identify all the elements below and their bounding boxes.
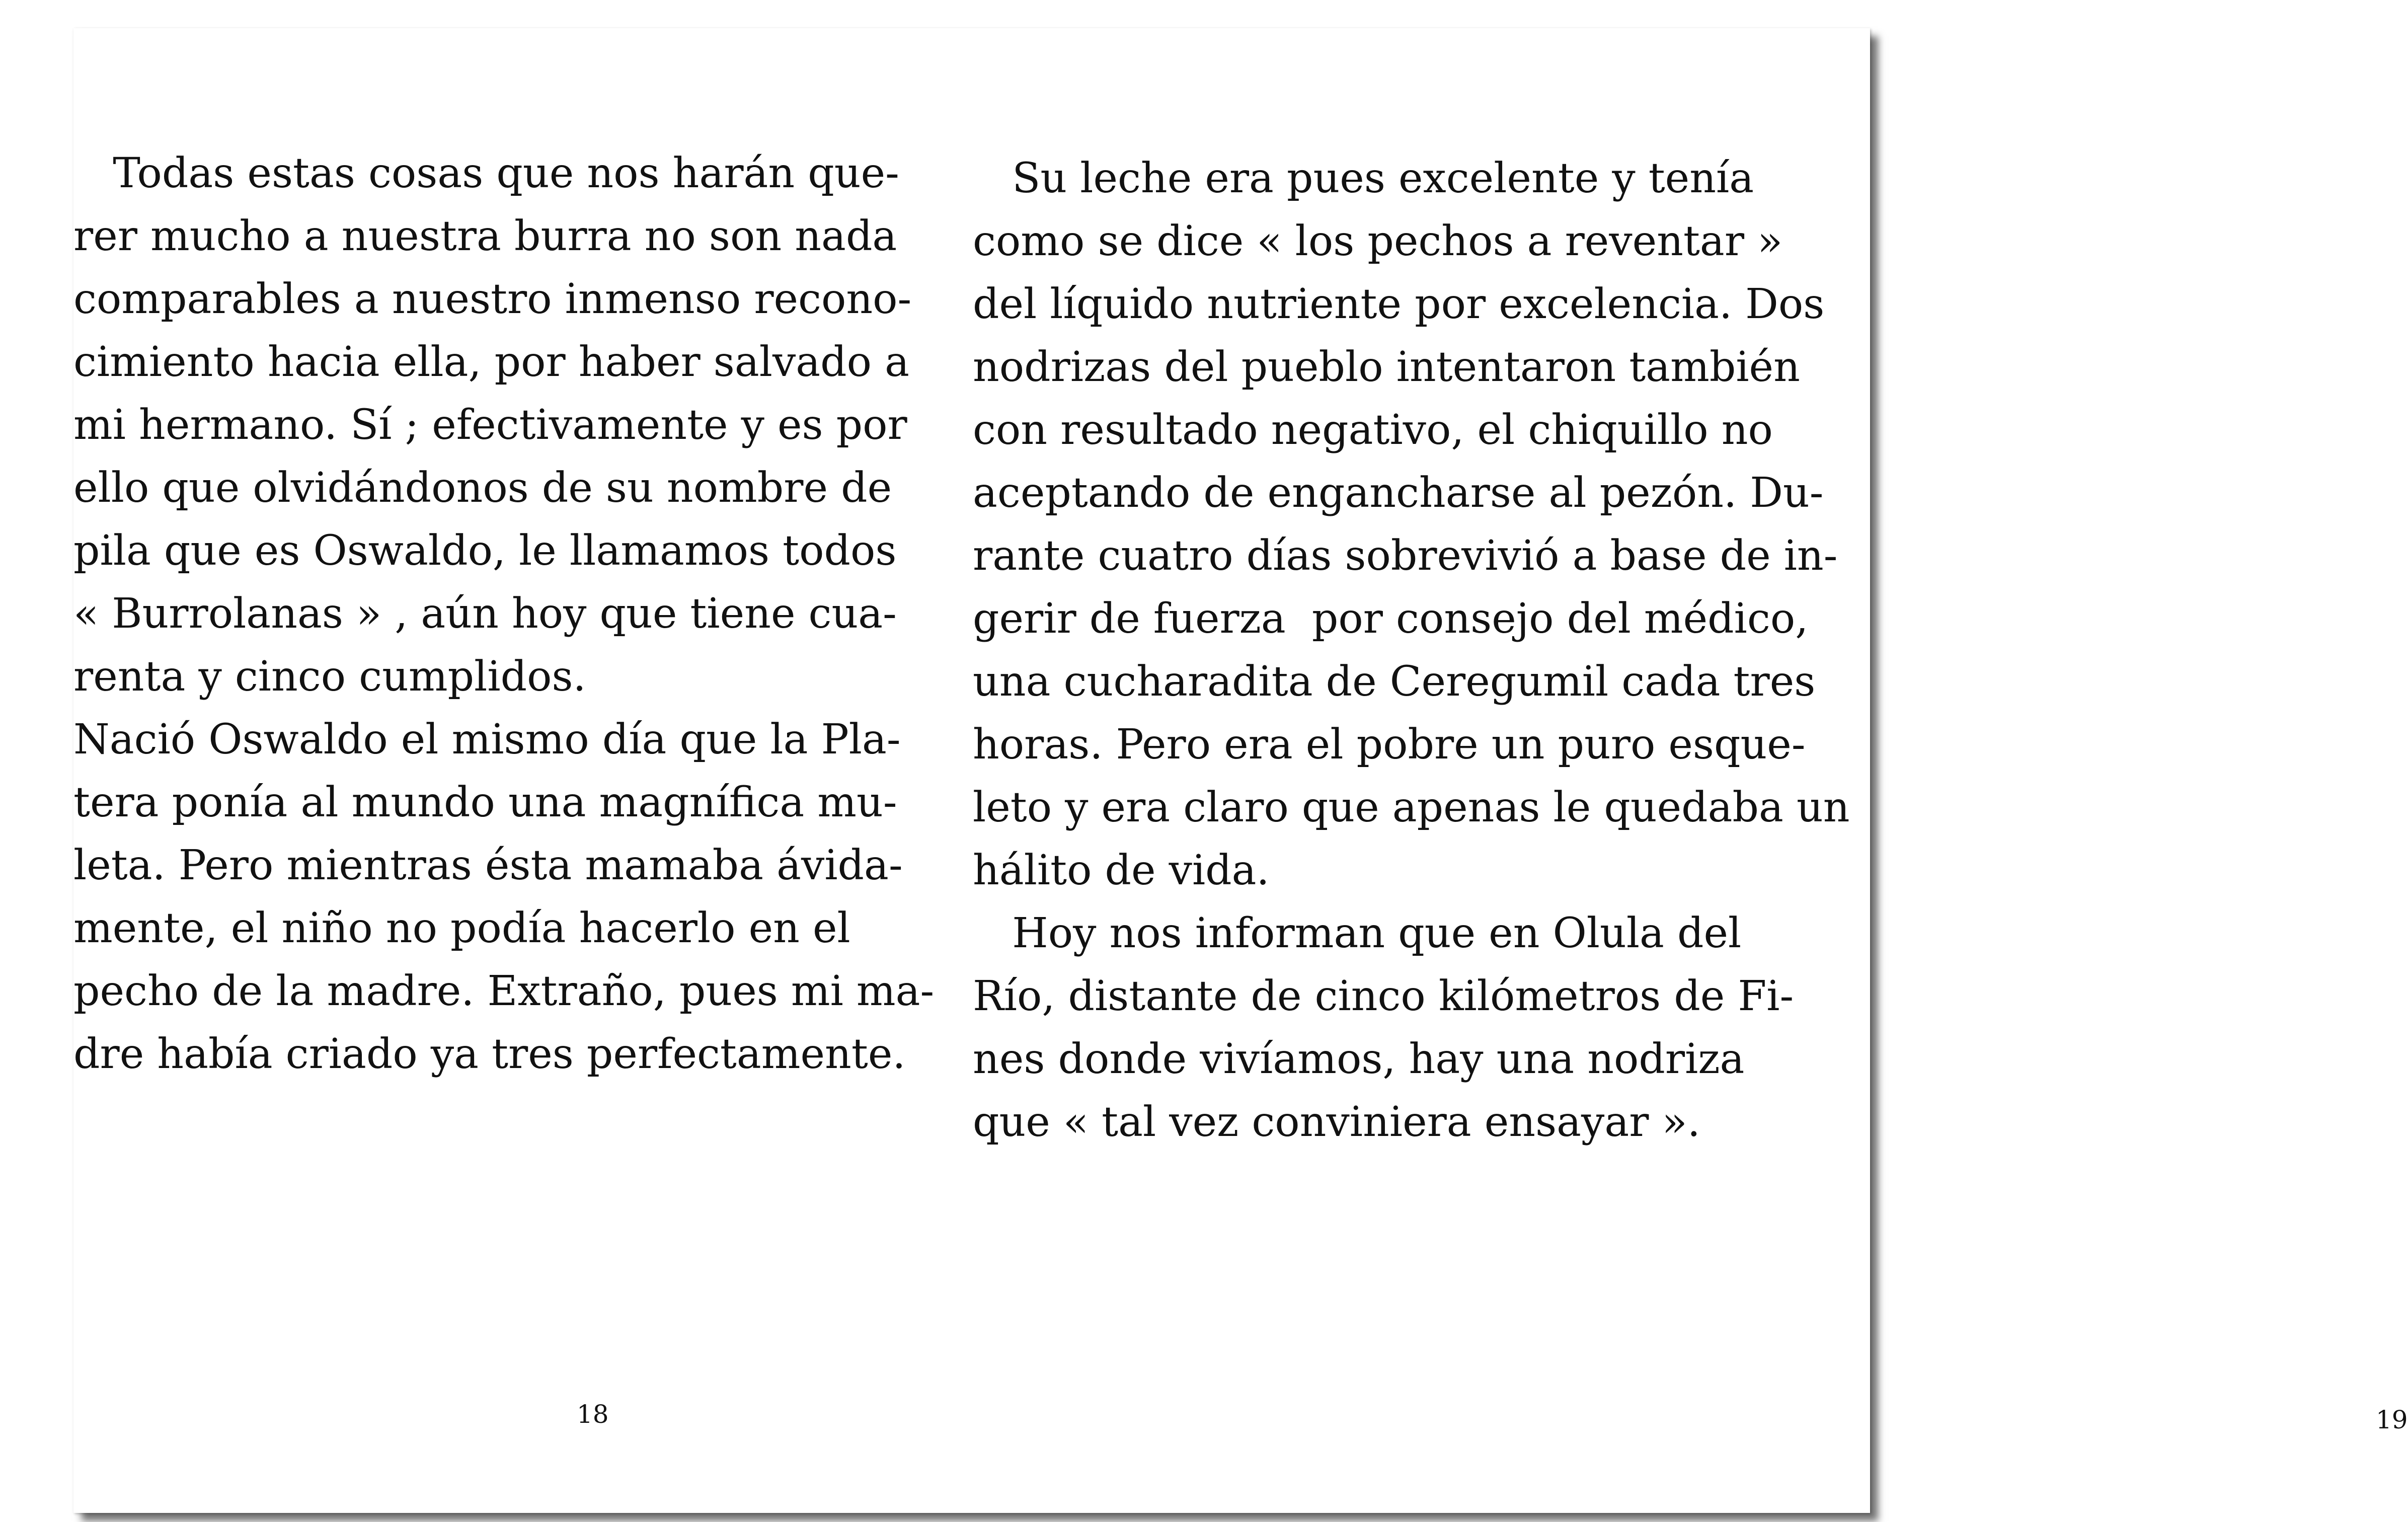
text-line: comparables a nuestro inmenso recono- [73, 275, 912, 323]
left-page-text [73, 142, 935, 1086]
text-line: cimiento hacia ella, por haber salvado a [73, 338, 909, 386]
text-line: gerir de fuerza por consejo del médico, [973, 595, 1809, 643]
text-line: del líquido nutriente por excelencia. Dos [973, 280, 1825, 328]
text-line: leto y era claro que apenas le quedaba un [973, 784, 1850, 831]
text-line: Río, distante de cinco kilómetros de Fi- [973, 972, 1794, 1020]
text-line: Su leche era pues excelente y tenía [973, 155, 1754, 202]
text-line: horas. Pero era el pobre un puro esque- [973, 721, 1806, 769]
page-number-left: 18 [577, 1400, 609, 1429]
text-line: rante cuatro días sobrevivió a base de in- [973, 532, 1838, 580]
page-number-right: 19 [2376, 1405, 2408, 1434]
text-line: una cucharadita de Ceregumil cada tres [973, 658, 1816, 706]
text-line: rer mucho a nuestra burra no son nada [73, 212, 897, 260]
text-line: Todas estas cosas que nos harán que- [73, 149, 899, 197]
text-line: ello que olvidándonos de su nombre de [73, 464, 892, 512]
text-line: como se dice « los pechos a reventar » [973, 217, 1783, 265]
text-line: mi hermano. Sí ; efectivamente y es por [73, 401, 907, 449]
text-line: nodrizas del pueblo intentaron también [973, 343, 1800, 391]
text-line: leta. Pero mientras ésta mamaba ávida- [73, 842, 903, 889]
text-line: renta y cinco cumplidos. [73, 653, 586, 701]
text-line: dre había criado ya tres perfectamente. [73, 1030, 906, 1078]
text-line: pila que es Oswaldo, le llamamos todos [73, 527, 897, 575]
text-line: pecho de la madre. Extraño, pues mi ma- [73, 967, 935, 1015]
text-line: con resultado negativo, el chiquillo no [973, 406, 1773, 454]
text-line: tera ponía al mundo una magnífica mu- [73, 779, 897, 826]
text-line: Hoy nos informan que en Olula del [973, 909, 1742, 957]
text-line: Nació Oswaldo el mismo día que la Pla- [73, 716, 901, 764]
text-line: nes donde vivíamos, hay una nodriza [973, 1035, 1745, 1083]
text-line: « Burrolanas » , aún hoy que tiene cua- [73, 590, 897, 638]
right-page-text [973, 147, 1850, 1154]
text-line: mente, el niño no podía hacerlo en el [73, 904, 850, 952]
text-line: aceptando de engancharse al pezón. Du- [973, 469, 1824, 517]
text-line: que « tal vez conviniera ensayar ». [973, 1098, 1700, 1146]
text-line: hálito de vida. [973, 847, 1270, 894]
